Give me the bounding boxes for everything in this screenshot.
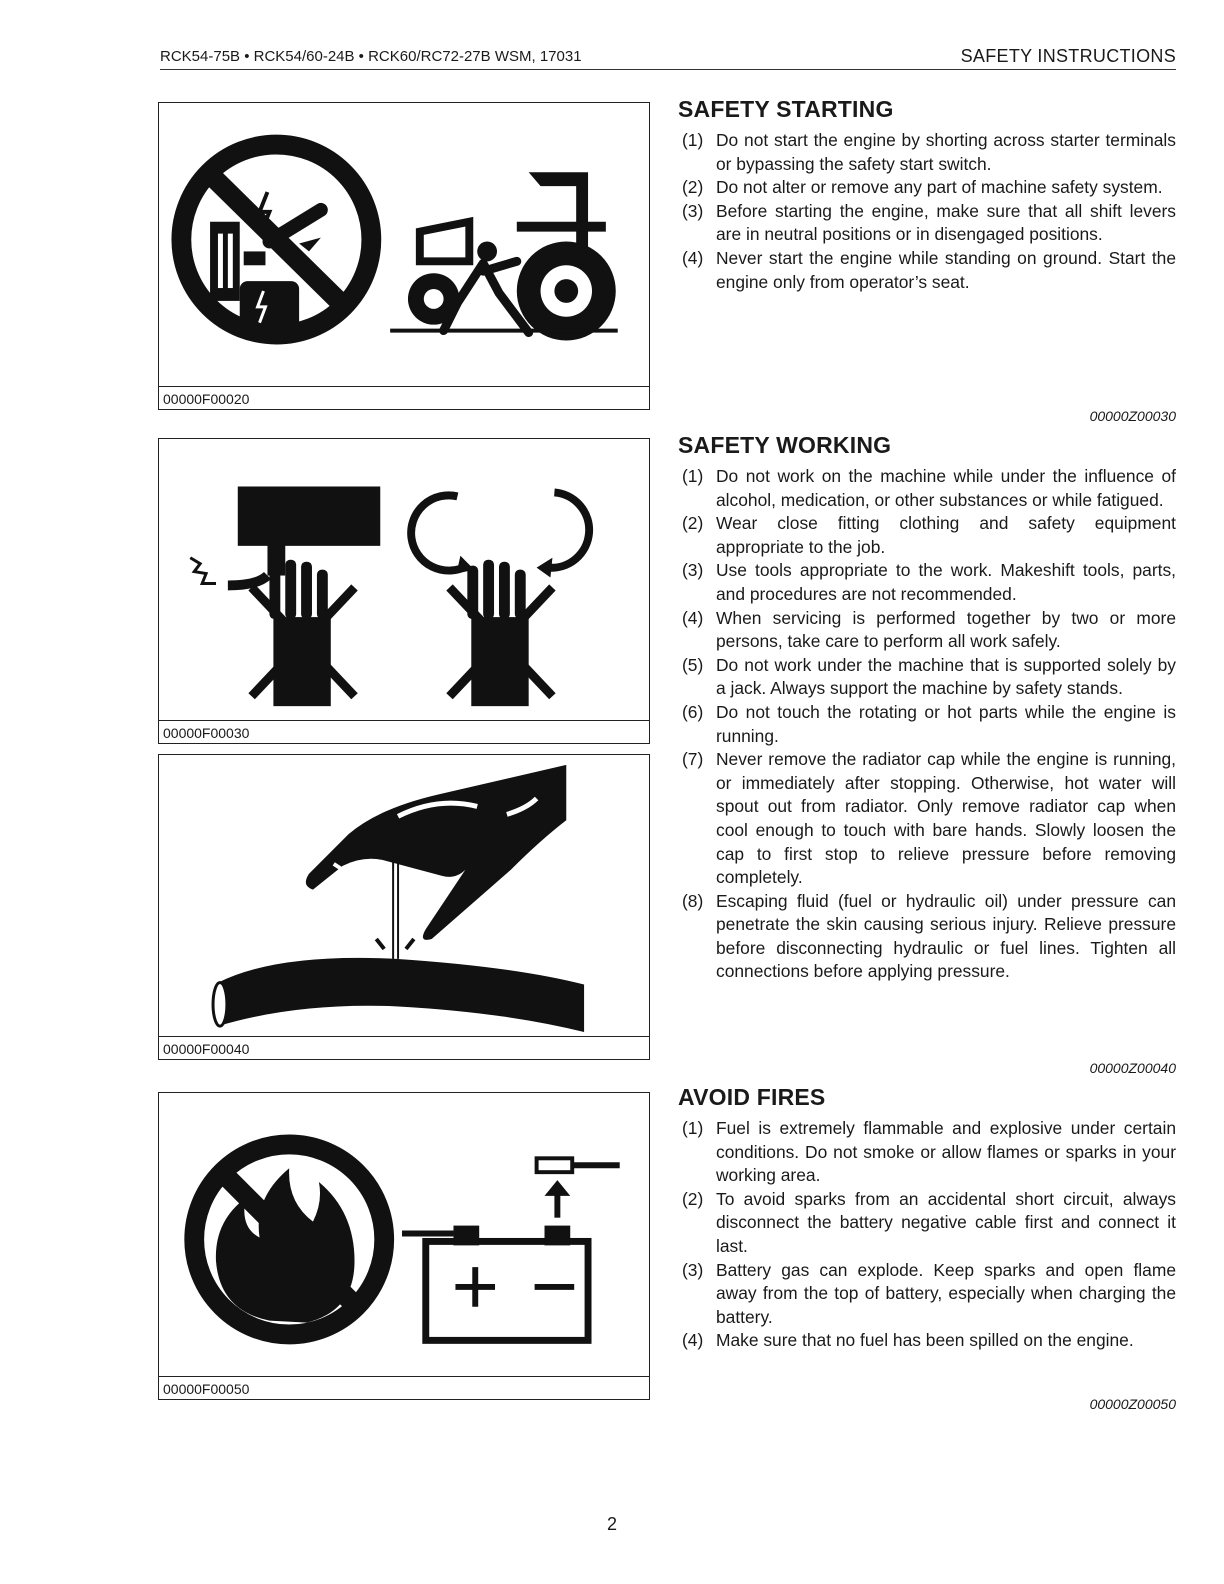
chapter-title: SAFETY INSTRUCTIONS	[960, 46, 1176, 66]
section-reference-code: 00000Z00040	[1089, 1060, 1176, 1076]
section-title: SAFETY WORKING	[678, 432, 892, 458]
item-text: Escaping fluid (fuel or hydraulic oil) under pressure can penetrate the skin causing serious injury. Relieve pressure before disconnecting hydraulic or fuel lines. Tighten all connections before applying pressure.	[716, 890, 1176, 982]
tractor-runover-icon	[390, 172, 618, 340]
item-number: (4)	[682, 1330, 704, 1351]
figure-code: 00000F00040	[163, 1041, 250, 1057]
list-item	[678, 512, 1176, 559]
item-number: (1)	[682, 130, 704, 150]
list-item	[678, 559, 1176, 606]
item-text: Make sure that no fuel has been spilled on the engine.	[716, 1330, 1134, 1351]
item-number: (1)	[682, 466, 704, 486]
item-text: Before starting the engine, make sure that all shift levers are in neutral positions or in disengaged positions.	[716, 200, 1176, 245]
item-number: (4)	[682, 607, 704, 628]
figure-code: 00000F00020	[163, 391, 250, 407]
section-title: AVOID FIRES	[678, 1084, 826, 1110]
figure-fluid-penetration	[158, 754, 650, 1060]
header-divider	[160, 69, 1176, 70]
item-text: Never remove the radiator cap while the engine is running, or immediately after stopping. Otherwise, hot water will spout out from radiator. Only remove radiator cap when cool enough to touch with bare hands. Slowly loosen the cap to first stop to relieve pressure before removing completely.	[716, 749, 1176, 888]
list-item	[678, 176, 1176, 200]
item-number: (3)	[682, 1259, 704, 1280]
figure-code: 00000F00050	[163, 1381, 250, 1397]
figure-art	[159, 439, 649, 721]
item-text: Do not alter or remove any part of machine safety system.	[716, 177, 1163, 198]
list-item	[678, 1188, 1176, 1259]
figure-code: 00000F00030	[163, 725, 250, 741]
figure-art	[159, 755, 649, 1037]
list-item	[678, 1117, 1176, 1188]
fluid-penetration-hand-icon	[213, 765, 584, 1032]
item-text: To avoid sparks from an accidental short circuit, always disconnect the battery negative cable first and connect it last.	[716, 1188, 1176, 1256]
list-item	[678, 200, 1176, 247]
item-number: (7)	[682, 749, 704, 770]
figure-art	[159, 1093, 649, 1377]
item-number: (2)	[682, 177, 704, 198]
list-item	[678, 465, 1176, 512]
figure-safety-starting	[158, 102, 650, 410]
figure-hot-rotating-parts	[158, 438, 650, 744]
section-avoid-fires	[678, 1084, 1176, 1353]
item-number: (3)	[682, 560, 704, 581]
item-number: (3)	[682, 200, 704, 221]
rotating-part-glove-icon	[411, 492, 589, 706]
figure-avoid-fires	[158, 1092, 650, 1400]
figure-art	[159, 103, 649, 387]
instruction-list	[678, 1117, 1176, 1353]
instruction-list	[678, 129, 1176, 294]
section-reference-code: 00000Z00030	[1089, 408, 1176, 424]
figure-illustration	[159, 103, 649, 386]
figure-illustration	[159, 755, 649, 1036]
section-safety-working	[678, 432, 1176, 984]
no-shorting-starter-icon	[181, 145, 371, 335]
document-model-header: RCK54-75B • RCK54/60-24B • RCK60/RC72-27B WSM, 17031	[160, 48, 582, 65]
list-item	[678, 1259, 1176, 1330]
item-text: Wear close fitting clothing and safety equipment appropriate to the job.	[716, 513, 1176, 557]
list-item	[678, 701, 1176, 748]
list-item	[678, 1329, 1176, 1353]
item-text: Fuel is extremely flammable and explosive under certain conditions. Do not smoke or allow flames or sparks in your working area.	[716, 1118, 1176, 1186]
item-text: Use tools appropriate to the work. Makeshift tools, parts, and procedures are not recommended.	[716, 560, 1176, 604]
section-safety-starting	[678, 96, 1176, 294]
list-item	[678, 607, 1176, 654]
list-item	[678, 247, 1176, 294]
item-text: Do not work on the machine while under the influence of alcohol, medication, or other substances or while fatigued.	[716, 466, 1176, 510]
item-number: (6)	[682, 701, 704, 722]
list-item	[678, 748, 1176, 890]
item-text: Do not touch the rotating or hot parts while the engine is running.	[716, 701, 1176, 746]
page-number: 2	[606, 1514, 617, 1534]
list-item	[678, 890, 1176, 984]
list-item	[678, 654, 1176, 701]
item-number: (8)	[682, 890, 704, 911]
item-number: (2)	[682, 513, 704, 534]
instruction-list	[678, 465, 1176, 984]
item-number: (2)	[682, 1188, 704, 1209]
figure-illustration	[159, 1093, 649, 1376]
item-number: (5)	[682, 654, 704, 675]
hot-part-glove-icon	[190, 486, 380, 706]
figure-illustration	[159, 439, 649, 720]
item-text: When servicing is performed together by two or more persons, take care to perform all work safely.	[716, 607, 1176, 652]
item-number: (4)	[682, 247, 704, 268]
section-reference-code: 00000Z00050	[1089, 1396, 1176, 1412]
item-number: (1)	[682, 1118, 704, 1138]
list-item	[678, 129, 1176, 176]
battery-disconnect-icon	[402, 1158, 620, 1340]
item-text: Do not work under the machine that is supported solely by a jack. Always support the machine by safety stands.	[716, 654, 1176, 699]
no-fire-icon	[194, 1144, 384, 1334]
item-text: Never start the engine while standing on ground. Start the engine only from operator’s seat.	[716, 247, 1176, 292]
item-text: Battery gas can explode. Keep sparks and open flame away from the top of battery, especially when charging the battery.	[716, 1259, 1176, 1327]
item-text: Do not start the engine by shorting across starter terminals or bypassing the safety start switch.	[716, 130, 1176, 174]
section-title: SAFETY STARTING	[678, 96, 894, 122]
